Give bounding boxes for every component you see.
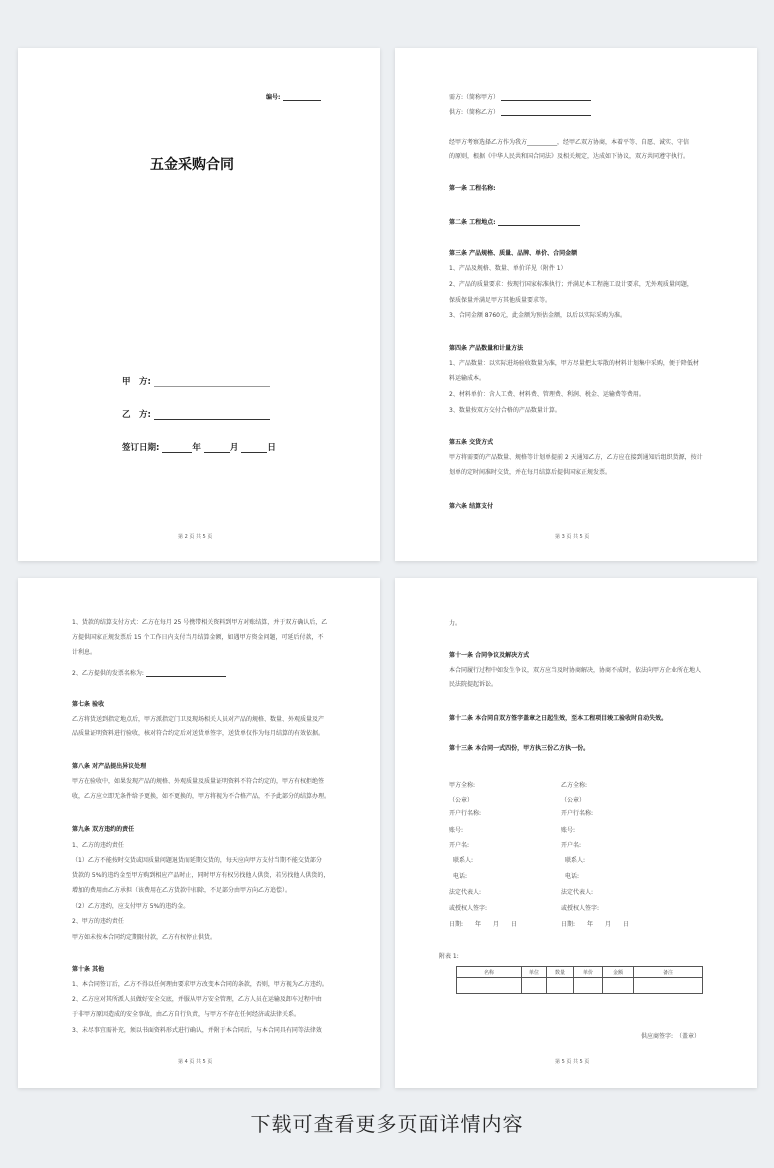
page-number: 第 3 页 共 5 页	[555, 534, 590, 540]
contract-number-label: 编号:	[266, 94, 281, 101]
line-text: 收，乙方应立即无条件给予更换，如不更换的，甲方将视为不合格产品，不予此部分的结算办理。	[72, 793, 331, 800]
table-row	[457, 978, 703, 994]
line-text: 供方:（简称乙方）	[449, 109, 500, 116]
line-text: 1、货款的结算支付方式：乙方在每月 25 号携带相关资料到甲方对账结算，并于双方确认后，乙	[72, 619, 328, 626]
signature-field: 日期: 年 月 日	[561, 921, 630, 928]
line-text: 第五条 交货方式	[449, 439, 494, 446]
line-text: 保质保量并满足甲方其他质量要求等。	[449, 297, 552, 304]
line-text: 1、乙方的违约责任	[72, 842, 124, 849]
signature-field: 日期: 年 月 日	[449, 921, 518, 928]
line-text: 第十条 其他	[72, 966, 105, 973]
fill-in-blank	[501, 94, 591, 101]
month-blank	[204, 444, 230, 453]
line-text: 于非甲方原因造成的安全事故，由乙方自行负责，与甲方不存在任何经济或法律关系。	[72, 1011, 301, 1018]
body-text-line	[449, 376, 485, 382]
party-b-label: 乙 方:	[122, 410, 151, 420]
contract-page-3	[395, 48, 757, 561]
line-text: 1、产品数量：以实际进场验收数量为准，甲方尽量把太零散的材料计划集中采购，便于降低材	[449, 360, 699, 367]
day-blank	[241, 444, 267, 453]
line-text: 2、乙方提供的发票名称为:	[72, 670, 144, 677]
table-header-cell: 单位	[522, 967, 547, 978]
line-text: 2、产品的质量要求：按现行国家标准执行；并满足本工程施工设计要求，无外观质量问题，	[449, 281, 693, 288]
signature-field: 账号:	[561, 827, 576, 834]
line-text: 第四条 产品数量和计量方法	[449, 345, 524, 352]
line-text: 甲方如未按本合同约定期限付款，乙方有权停止供货。	[72, 934, 217, 941]
table-header-cell: 备注	[634, 967, 703, 978]
line-text: 划单的定时间准时交货，并在每月结算后提供国家正规发票。	[449, 469, 612, 476]
table-header-row	[457, 967, 703, 978]
body-text-line	[449, 392, 645, 398]
body-text-line	[449, 282, 693, 288]
body-text-line	[72, 670, 226, 677]
line-text: 第六条 结算支付	[449, 503, 494, 510]
body-text-line	[72, 1028, 322, 1034]
clause-heading	[449, 504, 493, 510]
line-text: 第一条 工程名称:	[449, 185, 496, 192]
party-a-label: 甲 方:	[122, 377, 151, 387]
line-text: 本合同履行过程中如发生争议，双方应当及时协商解决，协商不成时，依法向甲方企业所在地人	[449, 667, 702, 674]
line-text: 经甲方考察选择乙方作为我方__________，经甲乙双方协商，本着平等、自愿、诚实、守信	[449, 139, 690, 146]
body-text-line	[72, 888, 291, 894]
clause-heading	[72, 764, 146, 770]
clause-heading	[72, 702, 104, 708]
line-text: 第三条 产品规格、质量、品牌、单价、合同金额	[449, 250, 578, 257]
body-text-line	[72, 731, 324, 737]
clause-heading	[449, 219, 580, 226]
clause-heading	[449, 716, 667, 722]
body-text-line	[449, 361, 699, 367]
attachment-label: 附表 1:	[439, 953, 459, 960]
body-text-line	[449, 408, 561, 414]
line-text: 甲方在验收中，如果发现产品的规格、外观质量及质量证明资料不符合约定的，甲方有权拒绝签	[72, 778, 325, 785]
line-text: 品质量证明资料进行验收，核对符合约定后对送货单签字，送货单仅作为每月结算的有效依据。	[72, 730, 325, 737]
table-header-cell: 金额	[603, 967, 634, 978]
clause-heading	[449, 186, 496, 192]
line-text: 1、本合同签订后，乙方不得以任何理由要求甲方改变本合同的条款，否则，甲方视为乙方违约。	[72, 981, 328, 988]
line-text: 民法院提起诉讼。	[449, 681, 498, 688]
fill-in-blank	[501, 109, 591, 116]
body-text-line	[449, 455, 703, 461]
body-text-line	[449, 621, 461, 627]
line-text: 料运输成本。	[449, 375, 486, 382]
table-header-cell: 数量	[547, 967, 574, 978]
line-text: 第七条 验收	[72, 701, 105, 708]
month-label: 月	[229, 443, 239, 453]
body-text-line	[72, 997, 322, 1003]
download-more-banner: 下载可查看更多页面详情内容	[250, 1112, 524, 1136]
signature-field: 账号:	[449, 827, 464, 834]
line-text: 第十三条 本合同一式四份，甲方执三份乙方执一份。	[449, 745, 590, 752]
line-text: 第十二条 本合同自双方签字盖章之日起生效，至本工程项目竣工验收时自动失效。	[449, 715, 668, 722]
line-text: 力。	[449, 620, 462, 627]
body-text-line	[449, 266, 567, 272]
party-a-row	[122, 375, 270, 387]
supplier-signature: 供应商签字: （盖章）	[641, 1033, 701, 1040]
body-text-line	[72, 858, 322, 864]
contract-page-5	[395, 578, 757, 1088]
fill-in-blank	[146, 670, 226, 677]
body-text-line	[72, 982, 328, 988]
body-text-line	[449, 682, 497, 688]
year-blank	[162, 444, 192, 453]
line-text: 2、甲方的违约责任	[72, 918, 124, 925]
year-label: 年	[192, 443, 201, 453]
table-header-cell: 单价	[574, 967, 603, 978]
line-text: 2、材料单价：含人工费、材料费、管理费、利润、税金、运输费等费用。	[449, 391, 645, 398]
line-text: 货款的 5%的违约金至甲方购到相应产品时止，同时甲方有权另找他人供货，若另找他人供货的，	[72, 872, 330, 879]
line-text: 需方:（简称甲方）	[449, 94, 500, 101]
signature-field: 或授权人签字:	[449, 905, 488, 912]
body-text-line	[72, 650, 96, 656]
clause-heading	[449, 440, 493, 446]
contract-number-row	[266, 94, 321, 101]
line-text: 2、乙方应对其所派人员做好安全交底，并服从甲方安全管理，乙方人员在运输及卸车过程中由	[72, 996, 322, 1003]
line-text: 3、数量按双方交付合格的产品数量计算。	[449, 407, 561, 414]
contract-number-blank	[283, 94, 321, 101]
line-text: 方提供国家正规发票后 15 个工作日内支付当月结算金额，如遇甲方资金问题，可延后付款，不	[72, 634, 324, 641]
fill-in-blank	[498, 219, 580, 226]
page-number: 第 5 页 共 5 页	[555, 1059, 590, 1065]
body-text-line	[72, 843, 124, 849]
signature-field: 乙方全称:	[561, 782, 588, 789]
signature-field: （公章）	[449, 797, 474, 804]
clause-heading	[449, 251, 577, 257]
line-text: 1、产品及规格、数量、单价详见（附件 1）	[449, 265, 567, 272]
signature-field: 法定代表人:	[561, 889, 594, 896]
signature-field: 甲方全称:	[449, 782, 476, 789]
page-number: 第 2 页 共 5 页	[178, 534, 213, 540]
body-text-line	[449, 470, 611, 476]
body-text-line	[72, 620, 327, 626]
contract-page-4	[18, 578, 380, 1088]
signature-field: 联系人:	[453, 857, 474, 864]
signature-field: （公章）	[561, 797, 586, 804]
table-header-cell: 名称	[457, 967, 522, 978]
line-text: 第九条 双方违约的责任	[72, 826, 135, 833]
sign-date-row	[122, 441, 276, 453]
body-text-line	[449, 140, 689, 146]
body-text-line	[449, 154, 689, 160]
body-text-line	[72, 904, 189, 910]
signature-field: 电话:	[453, 873, 468, 880]
signature-field: 法定代表人:	[449, 889, 482, 896]
line-text: 乙方将货送到指定地点后，甲方派指定门卫及现场相关人员对产品的规格、数量、外观质量及产	[72, 716, 325, 723]
line-text: （2）乙方违约，应支付甲方 5%的违约金。	[72, 903, 190, 910]
line-text: 的原则，根据《中华人民共和国合同法》及相关规定，达成如下协议，双方共同遵守执行。	[449, 153, 690, 160]
body-text-line	[72, 919, 124, 925]
party-a-blank	[154, 378, 270, 387]
body-text-line	[449, 668, 701, 674]
body-text-line	[72, 717, 324, 723]
signature-field: 开户名:	[449, 842, 470, 849]
contract-title: 五金采购合同	[150, 157, 234, 173]
line-text: 3、未尽事宜需补充，须以书面资料形式进行确认，并附于本合同后，与本合同具有同等法律效	[72, 1027, 322, 1034]
body-text-line	[72, 635, 323, 641]
line-text: 甲方将需要的产品数量、规格等计划单提前 2 天通知乙方，乙方应在接到通知后组织货源，按计	[449, 454, 703, 461]
party-b-row	[122, 408, 270, 420]
body-text-line	[72, 794, 330, 800]
body-text-line	[449, 109, 591, 116]
clause-heading	[449, 746, 589, 752]
body-text-line	[72, 1012, 300, 1018]
body-text-line	[72, 935, 216, 941]
clause-heading	[72, 967, 104, 973]
signature-field: 电话:	[565, 873, 580, 880]
signature-field: 开户名:	[561, 842, 582, 849]
line-text: 第二条 工程地点:	[449, 219, 496, 226]
sign-date-label: 签订日期:	[122, 443, 160, 453]
party-b-blank	[154, 411, 270, 420]
line-text: 增加的费用由乙方承担（该费用在乙方货款中扣除，不足部分由甲方向乙方追偿）。	[72, 887, 292, 894]
clause-heading	[449, 346, 523, 352]
attachment-table	[456, 966, 703, 994]
line-text: 计利息。	[72, 649, 97, 656]
line-text: （1）乙方不能按时交货或因质量问题退货而延期交货的，每天应向甲方支付当期不能交货部分	[72, 857, 322, 864]
signature-field: 开户行名称:	[561, 810, 594, 817]
day-label: 日	[267, 443, 276, 453]
clause-heading	[72, 827, 134, 833]
line-text: 第十一条 合同争议及解决方式	[449, 652, 530, 659]
body-text-line	[449, 298, 551, 304]
body-text-line	[72, 779, 324, 785]
body-text-line	[72, 873, 329, 879]
clause-heading	[449, 653, 529, 659]
body-text-line	[449, 94, 591, 101]
signature-field: 联系人:	[565, 857, 586, 864]
signature-field: 或授权人签字:	[561, 905, 600, 912]
signature-field: 开户行名称:	[449, 810, 482, 817]
page-number: 第 4 页 共 5 页	[178, 1059, 213, 1065]
body-text-line	[449, 313, 626, 319]
line-text: 第八条 对产品提出异议处理	[72, 763, 147, 770]
cover-page	[18, 48, 380, 561]
line-text: 3、合同金额 8760元，此金额为预估金额，以后以实际采购为准。	[449, 312, 626, 319]
